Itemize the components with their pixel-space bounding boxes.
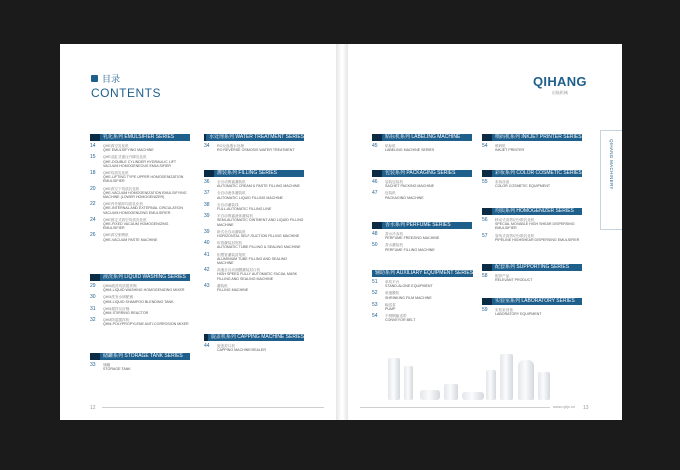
entry-page-number: 37	[204, 190, 210, 197]
section-bar-accent	[90, 274, 100, 281]
logo-subtitle: 启航机械	[551, 90, 568, 95]
bottle-shape	[388, 358, 400, 400]
entry-title-cn: 全自动膏霜灌装机	[217, 180, 246, 184]
jar-shape	[444, 384, 458, 400]
entry-text	[217, 214, 304, 227]
toc-entry[interactable]	[204, 214, 304, 227]
entry-title-en: QHM-LIQUID SHAMPOO BLENDING TANK	[103, 299, 174, 304]
section-header-bar	[482, 134, 582, 141]
entry-title-cn: 收缩膜机	[385, 291, 400, 296]
entry-text	[217, 180, 304, 188]
entry-text	[103, 318, 190, 326]
toc-entry[interactable]	[90, 307, 190, 315]
entry-page-number: 41	[204, 251, 210, 258]
entry-text	[103, 218, 190, 231]
entry-title-cn: 移动式高剪切分散乳化机	[495, 218, 535, 222]
bottle-shape	[486, 370, 496, 400]
entry-title-en: ALUMINIUM TUBE FILLING AND SEALING MACHINE	[217, 256, 288, 266]
entry-title-en: SACHET PACKING MACHINE	[385, 184, 434, 189]
entry-title-en: FILLING MACHINE	[217, 288, 249, 293]
entry-title-cn: QHE真空下均质乳化机	[103, 186, 140, 191]
entry-title-en: QHE EMULSIFYING MACHINE	[103, 148, 154, 153]
brand-logo	[533, 74, 587, 96]
toc-entry[interactable]	[482, 308, 582, 316]
entry-title-cn: QHE内外循环均质乳化机	[103, 202, 144, 207]
section-bar-accent	[204, 170, 214, 177]
entry-page-number: 40	[204, 240, 210, 247]
toc-title-cn: 目录	[102, 74, 121, 84]
entry-title-en: RO REVERSE OSMOSIS WATER TREATMENT	[217, 148, 295, 153]
entry-title-cn: QHM液洗均质搅拌锅	[103, 284, 137, 288]
entry-text	[217, 268, 304, 281]
entry-page-number: 22	[90, 201, 96, 208]
entry-title-cn: 不锈钢输送带	[385, 314, 407, 319]
section-bar-accent	[90, 134, 100, 141]
entry-title-en: SPECIAL MOVABLE HIGH SHEAR DISPERSING EMULSIFIER	[495, 222, 575, 231]
left-footer-rule	[102, 407, 324, 408]
side-tab-label: QIHANG MACHINERY	[609, 139, 614, 190]
entry-title-en: COLOR COSMETIC EQUIPMENT	[495, 184, 551, 189]
toc-section-filling	[204, 170, 304, 292]
entry-text	[495, 180, 582, 188]
entry-title-cn: 储罐	[103, 363, 111, 367]
entry-title-en: QHE-DOUBLE CYLINDER HYDRAULIC LIFT VACUUM HOMOGENEOUS EMULSIFIER	[103, 159, 177, 168]
toc-entry[interactable]	[482, 218, 582, 231]
jar-shape	[420, 390, 440, 400]
entry-title-en: FULL-AUTOMATIC FILLING LINE	[217, 207, 272, 212]
bottle-shape	[404, 366, 413, 400]
entry-title-en: CAPPING MACHINE/SEALER	[217, 348, 266, 353]
entry-text	[103, 295, 190, 303]
entry-title-en: AUTOMATIC LIQUID FILLING MACHINE	[217, 195, 283, 200]
entry-title-cn: 包装机	[385, 191, 396, 196]
entry-text	[103, 233, 190, 241]
toc-entry[interactable]	[204, 230, 304, 238]
entry-title-cn: 喷码机	[495, 144, 506, 148]
entry-title-cn: 贴标机	[385, 144, 396, 148]
toc-section-water	[204, 134, 304, 152]
section-title: 配套系列 SUPPORTING SERIES	[492, 264, 582, 271]
entry-title-cn: 实验室设备	[495, 308, 513, 312]
toc-entry[interactable]	[482, 144, 582, 152]
entry-title-en: AUTOMATIC TUBE FILLING & SEALING MACHINE	[217, 245, 301, 250]
toc-entry[interactable]	[204, 284, 304, 292]
entry-text	[217, 144, 304, 152]
entry-title-cn: 管线式高剪切分散乳化机	[495, 233, 535, 238]
toc-section-supporting	[482, 264, 582, 282]
entry-text	[103, 187, 190, 200]
entry-text	[385, 191, 472, 199]
entry-title-cn: 输送泵	[385, 302, 396, 307]
entry-title-en: QHE-FIXED VACUUM HOMOGENIZING EMULSIFIER	[103, 222, 169, 231]
section-title: 旋盖机系列 CAPPING MACHINE SERIES	[208, 334, 304, 341]
section-bar-accent	[482, 208, 492, 215]
entry-page-number: 18	[90, 170, 96, 177]
toc-entry[interactable]	[204, 180, 304, 188]
entry-text	[385, 232, 472, 240]
section-header-bar	[482, 264, 582, 271]
toc-entry[interactable]	[90, 363, 190, 371]
toc-section-labeling	[372, 134, 472, 152]
entry-title-en: RELEVANT PRODUCT	[495, 278, 533, 283]
entry-title-cn: 袋装包装机	[385, 180, 403, 184]
entry-text	[385, 291, 472, 299]
entry-page-number: 45	[372, 143, 378, 149]
toc-section-color	[482, 170, 582, 188]
entry-page-number: 29	[90, 283, 96, 289]
entry-page-number: 52	[372, 290, 378, 297]
entry-title-en: QHE-VACUUM PASTE MACHINE	[103, 237, 158, 242]
toc-entry[interactable]	[204, 203, 304, 211]
bottle-shape	[500, 354, 513, 400]
entry-text	[385, 144, 472, 152]
section-header-bar	[482, 208, 582, 215]
entry-title-cn: 单机平台	[385, 280, 400, 284]
entry-title-cn: 软管灌装封尾机	[217, 241, 243, 246]
section-header-bar	[90, 353, 190, 360]
entry-page-number: 31	[90, 305, 96, 312]
entry-page-number: 26	[90, 232, 96, 239]
toc-entry[interactable]	[482, 234, 582, 242]
toc-section-emulsifier	[90, 134, 190, 242]
toc-entry[interactable]	[372, 280, 472, 288]
section-title: 灌装系列 FILLING SERIES	[214, 170, 304, 177]
toc-entry[interactable]	[204, 241, 304, 249]
entry-title-en: QHM-LIQUID WASHING HOMOGENIZING MIXER	[103, 288, 185, 293]
entry-title-cn: 香水冷冻机	[385, 232, 403, 236]
section-header-bar	[482, 170, 582, 177]
bottle-shape	[538, 372, 550, 400]
section-header-bar	[372, 170, 472, 177]
section-header-bar	[204, 134, 304, 141]
entry-title-cn: 配套产品	[495, 274, 510, 278]
entry-title-en: PERFUME FREEZING MACHINE	[385, 236, 440, 241]
section-title: 喷码机系列 INKJET PRINTER SERIES	[492, 134, 582, 141]
product-bottles-illustration	[380, 350, 560, 400]
entry-title-en: AUTOMATIC CREAM & PASTE FILLING MACHINE	[217, 184, 300, 189]
toc-title-en: CONTENTS	[91, 86, 161, 100]
entry-page-number: 54	[482, 143, 488, 149]
section-title: 彩妆系列 COLOR COSMETIC SERIES	[492, 170, 582, 177]
section-title: 乳化系列 EMULSIFIER SERIES	[100, 134, 190, 141]
entry-page-number: 33	[90, 362, 96, 368]
section-bar-accent	[372, 222, 382, 229]
toc-section-liquid	[90, 274, 190, 327]
entry-text	[385, 280, 472, 288]
right-footer-rule	[360, 407, 550, 408]
toc-entry[interactable]	[372, 314, 472, 322]
entry-title-en: CONVEYOR BELT	[385, 318, 416, 323]
entry-title-en: PERFUME FILLING MACHINE	[385, 247, 435, 252]
entry-title-en: LABELING MACHINE SERIES	[385, 148, 435, 153]
entry-page-number: 32	[90, 317, 96, 324]
section-header-bar	[372, 222, 472, 229]
entry-title-cn: 旋盖封口机	[217, 344, 235, 348]
footer-url: www.qhjx.cn	[553, 404, 576, 409]
entry-title-cn: 高速全自动面膜灌装封口机	[217, 268, 261, 273]
entry-text	[495, 218, 582, 231]
entry-page-number: 30	[90, 294, 96, 301]
entry-page-number: 24	[90, 216, 96, 223]
entry-page-number: 36	[204, 179, 210, 185]
left-page-number: 12	[90, 405, 96, 411]
section-header-bar	[90, 274, 190, 281]
toc-entry[interactable]	[372, 303, 472, 311]
entry-page-number: 54	[372, 313, 378, 320]
toc-section-packaging	[372, 170, 472, 200]
toc-entry[interactable]	[372, 191, 472, 199]
section-header-bar	[90, 134, 190, 141]
entry-title-cn: QHM防腐搅拌机	[103, 318, 130, 323]
entry-title-cn: QHE双缸式液压升降乳化机	[103, 155, 147, 160]
entry-title-en: INKJET PRINTER	[495, 148, 525, 153]
entry-page-number: 39	[204, 228, 210, 235]
entry-text	[385, 180, 472, 188]
entry-title-en: PACKAGING MACHINE	[385, 195, 424, 200]
toc-entry[interactable]	[482, 274, 582, 282]
entry-title-cn: QHE均质乳化机	[103, 171, 129, 176]
entry-title-cn: QHE真空乳化机	[103, 144, 129, 148]
toc-entry[interactable]	[372, 243, 472, 251]
section-bar-accent	[372, 134, 382, 141]
entry-text	[495, 234, 582, 242]
jar-shape	[462, 392, 484, 400]
entry-title-cn: QHE真空制膏机	[103, 233, 129, 238]
entry-page-number: 55	[482, 179, 488, 185]
entry-text	[495, 144, 582, 152]
entry-text	[495, 274, 582, 282]
section-title: 实验室系列 LABORATORY SERIES	[492, 298, 582, 305]
entry-page-number: 47	[372, 190, 378, 197]
toc-entry[interactable]	[90, 155, 190, 168]
toc-entry[interactable]	[372, 291, 472, 299]
entry-page-number: 20	[90, 185, 96, 192]
toc-entry[interactable]	[372, 144, 472, 152]
entry-title-cn: 半自动膏霜液体灌装机	[217, 214, 253, 219]
toc-entry[interactable]	[90, 171, 190, 184]
entry-text	[217, 253, 304, 266]
toc-entry[interactable]	[90, 284, 190, 292]
pump-bottle-shape	[518, 360, 534, 400]
section-title: 包装系列 PACKAGING SERIES	[382, 170, 472, 177]
right-page-number: 13	[583, 405, 589, 411]
entry-title-en: STORAGE TANK	[103, 367, 131, 372]
entry-text	[217, 203, 304, 211]
section-bar-accent	[372, 170, 382, 177]
section-title: 香水系列 PERFUME SERIES	[382, 222, 472, 229]
entry-title-en: QHE-INTERNAL AND EXTERNAL CIRCULATION VACUUM HOMOGENIZING EMULSIFIER	[103, 206, 183, 215]
entry-text	[217, 241, 304, 249]
entry-title-cn: 彩妆设备	[495, 180, 510, 184]
toc-section-inkjet	[482, 134, 582, 152]
entry-title-cn: 香水灌装机	[385, 243, 403, 248]
toc-section-perfume	[372, 222, 472, 252]
entry-page-number: 15	[90, 154, 96, 161]
toc-entry[interactable]	[90, 233, 190, 241]
entry-page-number: 59	[482, 307, 488, 313]
entry-title-en: STAND-ALONE EQUIPMENT	[385, 284, 433, 289]
toc-entry[interactable]	[90, 202, 190, 215]
toc-entry[interactable]	[372, 180, 472, 188]
entry-title-cn: 灌装机	[217, 283, 228, 288]
entry-page-number: 42	[204, 267, 210, 274]
entry-text	[385, 303, 472, 311]
entry-text	[385, 243, 472, 251]
toc-header	[91, 72, 161, 100]
toc-section-auxiliary	[372, 270, 472, 323]
section-title: 均质系列 HOMOGENIZER SERIES	[492, 208, 582, 215]
section-title: 液洗系列 LIQUID WASHING SERIES	[100, 274, 190, 281]
entry-text	[103, 284, 190, 292]
toc-entry[interactable]	[90, 295, 190, 303]
section-title: 水处理系列 WATER TREATMENT SERIES	[206, 134, 304, 141]
section-header-bar	[372, 270, 472, 277]
entry-page-number: 38	[204, 201, 210, 208]
entry-page-number: 46	[372, 179, 378, 185]
entry-title-en: PUMP	[385, 307, 396, 312]
square-bullet-icon	[91, 75, 98, 82]
section-bar-accent	[482, 264, 492, 271]
entry-text	[103, 202, 190, 215]
section-title: 辅助系列 AUXILIARY EQUIPMENT SERIES	[372, 270, 473, 277]
entry-text	[103, 307, 190, 315]
entry-title-cn: QHM搅拌反应锅	[103, 306, 130, 311]
logo-wordmark: QIHANG	[533, 74, 587, 89]
toc-entry[interactable]	[204, 253, 304, 266]
entry-page-number: 58	[482, 273, 488, 279]
entry-title-cn: 卧式全自动灌装机	[217, 229, 246, 234]
toc-entry[interactable]	[204, 191, 304, 199]
entry-title-en: PIPELINE HIGHSHEAR DISPERSING EMULSIFIER	[495, 237, 580, 242]
entry-title-cn: 全自动液体灌装机	[217, 191, 246, 196]
entry-page-number: 34	[204, 143, 210, 149]
entry-text	[103, 363, 190, 371]
entry-text	[385, 314, 472, 322]
toc-section-homogenizer	[482, 208, 582, 242]
toc-entry[interactable]	[90, 187, 190, 200]
entry-page-number: 14	[90, 143, 96, 149]
section-header-bar	[204, 334, 304, 341]
toc-entry[interactable]	[204, 268, 304, 281]
section-header-bar	[204, 170, 304, 177]
entry-title-cn: 铝塑管灌装封尾机	[217, 252, 246, 257]
section-bar-accent	[90, 353, 100, 360]
entry-text	[217, 230, 304, 238]
entry-text	[495, 308, 582, 316]
entry-page-number: 53	[372, 301, 378, 308]
entry-page-number: 39	[204, 213, 210, 220]
entry-title-cn: RO反渗透水处理	[217, 144, 244, 148]
entry-text	[217, 284, 304, 292]
entry-title-en: HORIZONTAL SELF-SUCTION FILLING MACHINE	[217, 234, 300, 239]
entry-page-number: 56	[482, 217, 488, 223]
toc-entry[interactable]	[90, 144, 190, 152]
entry-title-en: HIGH SPEED FULLY AUTOMATIC FACIAL MASK FILLING AND SEALING MACHINE	[217, 272, 298, 281]
toc-entry[interactable]	[482, 180, 582, 188]
side-tab	[600, 130, 622, 230]
section-title: 储罐系列 STORAGE TANK SERIES	[100, 353, 190, 360]
entry-title-en: SHRINKING FILM MACHINE	[385, 295, 432, 300]
toc-section-capping	[204, 334, 304, 352]
entry-text	[103, 171, 190, 184]
toc-section-storage	[90, 353, 190, 371]
entry-page-number: 48	[372, 231, 378, 237]
section-bar-accent	[482, 170, 492, 177]
entry-title-en: LABORATORY EQUIPMENT	[495, 312, 542, 317]
entry-text	[217, 191, 304, 199]
toc-entry[interactable]	[204, 144, 304, 152]
entry-text	[103, 144, 190, 152]
toc-entry[interactable]	[90, 218, 190, 231]
entry-title-cn: QHE固定式真空均质乳化机	[103, 217, 147, 222]
toc-title-cn-row	[91, 72, 161, 85]
entry-text	[217, 344, 304, 352]
entry-page-number: 50	[372, 242, 378, 249]
entry-page-number: 51	[372, 279, 378, 285]
section-bar-accent	[482, 298, 492, 305]
toc-entry[interactable]	[204, 344, 304, 352]
toc-entry[interactable]	[90, 318, 190, 326]
entry-title-en: SEMI-AUTOMATIC OINTMENT AND LIQUID FILLING MACHINE	[217, 218, 304, 227]
entry-page-number: 57	[482, 232, 488, 239]
section-header-bar	[372, 134, 472, 141]
entry-text	[103, 155, 190, 168]
entry-title-cn: 全自动灌装线	[217, 202, 239, 207]
toc-entry[interactable]	[372, 232, 472, 240]
entry-title-en: QHE-VACUUM HOMOGENIZATION EMULSIFYING MACHINE (LOWER HOMOGENIZER)	[103, 190, 187, 200]
entry-title-en: QHM-POLYPROPYLENE ANTI-CORROSION MIXER	[103, 322, 189, 327]
entry-title-cn: QHM洗发水调配锅	[103, 295, 133, 300]
entry-page-number: 43	[204, 282, 210, 289]
entry-page-number: 44	[204, 343, 210, 349]
entry-title-en: QHM-STIRRING REACTOR	[103, 311, 149, 316]
toc-section-laboratory	[482, 298, 582, 316]
section-title: 贴标机系列 LABELING MACHINE	[382, 134, 472, 141]
section-bar-accent	[482, 134, 492, 141]
entry-title-en: QHE-LIFTING TYPE UPPER HOMOGENIZATION EMULSIFIER	[103, 175, 184, 184]
section-header-bar	[482, 298, 582, 305]
